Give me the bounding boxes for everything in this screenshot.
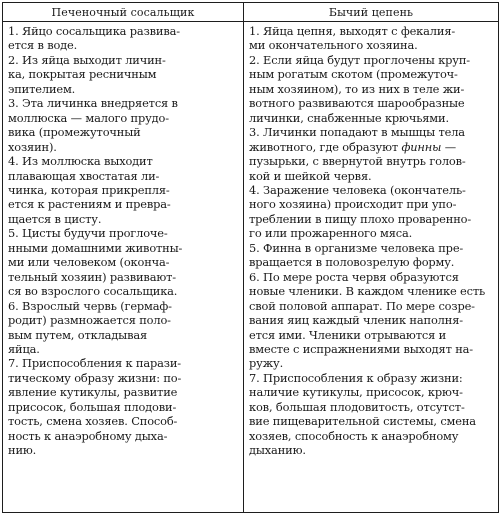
tapeworm-item	[249, 241, 493, 270]
comparison-document	[2, 2, 498, 518]
fluke-item: 5. Цисты будучи проглоче- нными домашними животны- ми или человеком (оконча- тельный хозяин) развивают- ся во взрослого сосальщика.	[8, 226, 183, 299]
fluke-item: 7. Приспособления к парази- тическому образу жизни: по- явление кутикулы, развитие присосок, большая плодови- тость, смена хозяев. Способ- ность к анаэробному дыха- нию.	[8, 356, 182, 458]
fluke-item: 1. Яйцо сосальщика развива- ется в воде.	[8, 24, 180, 53]
fluke-item: 3. Эта личинка внедряется в моллюска — малого прудо- вика (промежуточный хозяин).	[8, 96, 178, 154]
tapeworm-item	[249, 125, 493, 183]
header-liver-fluke: Печеночный сосальщик	[3, 3, 244, 22]
item-text: 6. По мере роста червя образуются новые членики. В каждом членике есть свой половой аппарат. По мере созре- вания яиц каждый членик наполня- ется ими. Членики отрываются и вместе с испражнениями выходят на- ружу.	[249, 269, 486, 371]
fluke-item: 4. Из моллюска выходит плавающая хвостатая ли- чинка, которая прикрепля- ется к растениям и превра- щается в цисту.	[8, 154, 171, 226]
liver-fluke-column	[3, 22, 244, 513]
term-finny: финны	[401, 139, 442, 154]
tapeworm-item	[249, 371, 493, 458]
tapeworm-item	[249, 24, 493, 53]
item-text: 2. Если яйца будут проглочены круп- ным рогатым скотом (промежуточ- ным хозяином), то из них в теле жи- вотного развиваются шарообразные личинки, снабженные крючьями.	[249, 52, 471, 125]
item-text: — пузырьки, с ввернутой внутрь голов- кой и шейкой червя.	[249, 139, 466, 183]
content-row	[3, 22, 499, 513]
item-text: 7. Приспособления к образу жизни: наличие кутикулы, присосок, крюч- ков, большая плодовитость, отсутст- вие пищеварительной системы, смена хозяев, способность к анаэробному дыханию.	[249, 370, 476, 458]
fluke-item: 6. Взрослый червь (гермаф- родит) размножается поло- вым путем, откладывая яйца.	[8, 298, 172, 356]
item-text: 4. Заражение человека (окончатель- ного хозяина) происходит при упо- треблении в пищу плохо проваренно- го или прожаренного мяса.	[249, 182, 472, 241]
beef-tapeworm-column	[244, 22, 499, 513]
item-text: 5. Финна в организме человека пре- вращается в половозрелую форму.	[249, 240, 464, 270]
tapeworm-item	[249, 53, 493, 125]
tapeworm-item	[249, 270, 493, 371]
item-text: 3. Личинки попадают в мышцы тела животного, где образуют	[249, 125, 465, 154]
tapeworm-item	[249, 183, 493, 241]
item-text: 1. Яйца цепня, выходят с фекалия- ми окончательного хозяина.	[249, 24, 456, 53]
header-row	[3, 3, 499, 22]
fluke-item: 2. Из яйца выходит личин- ка, покрытая ресничным эпителием.	[8, 52, 166, 96]
comparison-table	[2, 2, 499, 513]
header-beef-tapeworm: Бычий цепень	[244, 3, 499, 22]
